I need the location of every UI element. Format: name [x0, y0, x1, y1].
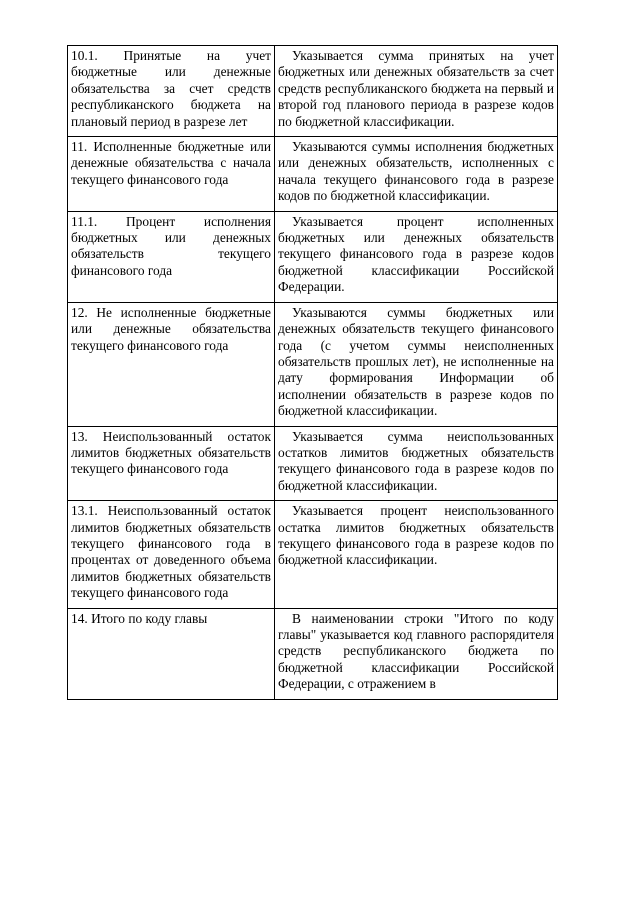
table-row [68, 211, 558, 302]
row-field-description: Указываются суммы бюджетных или денежных обязательств текущего финансового года (с учетом суммы неисполненных обязательств прошлых лет), не исполненные на дату формирования Информации об исполнении обязательств в разрезе кодов по бюджетной классификации. [275, 302, 558, 426]
row-field-description: В наименовании строки "Итого по коду главы" указывается код главного распорядителя средств республиканского бюджета по бюджетной классификации Российской Федерации, с отражением в [275, 608, 558, 699]
row-field-name: 14. Итого по коду главы [68, 608, 275, 699]
row-field-description: Указываются суммы исполнения бюджетных или денежных обязательств, исполненных с начала текущего финансового года в разрезе кодов по бюджетной классификации. [275, 137, 558, 212]
row-field-name: 13.1. Неиспользованный остаток лимитов бюджетных обязательств текущего финансового года в процентах от доведенного объема лимитов бюджетных обязательств текущего финансового года [68, 501, 275, 608]
table-row [68, 46, 558, 137]
row-field-name: 10.1. Принятые на учет бюджетные или денежные обязательства за счет средств республиканского бюджета на плановый период в разрезе лет [68, 46, 275, 137]
table-row [68, 501, 558, 608]
row-field-name: 11. Исполненные бюджетные или денежные обязательства с начала текущего финансового года [68, 137, 275, 212]
row-field-name: 12. Не исполненные бюджетные или денежные обязательства текущего финансового года [68, 302, 275, 426]
row-field-description: Указывается сумма неиспользованных остатков лимитов бюджетных обязательств текущего финансового года в разрезе кодов по бюджетной классификации. [275, 426, 558, 501]
row-field-description: Указывается процент исполненных бюджетных или денежных обязательств текущего финансового года в разрезе кодов бюджетной классификации Российской Федерации. [275, 211, 558, 302]
table-row [68, 137, 558, 212]
row-field-name: 13. Неиспользованный остаток лимитов бюджетных обязательств текущего финансового года [68, 426, 275, 501]
table-row [68, 426, 558, 501]
table-row [68, 302, 558, 426]
row-field-name: 11.1. Процент исполнения бюджетных или денежных обязательств текущего финансового года [68, 211, 275, 302]
instructions-table [67, 45, 558, 700]
table-row [68, 608, 558, 699]
row-field-description: Указывается процент неиспользованного остатка лимитов бюджетных обязательств текущего финансового года в разрезе кодов по бюджетной классификации. [275, 501, 558, 608]
row-field-description: Указывается сумма принятых на учет бюджетных или денежных обязательств за счет средств республиканского бюджета на первый и второй год планового периода в разрезе кодов по бюджетной классификации. [275, 46, 558, 137]
